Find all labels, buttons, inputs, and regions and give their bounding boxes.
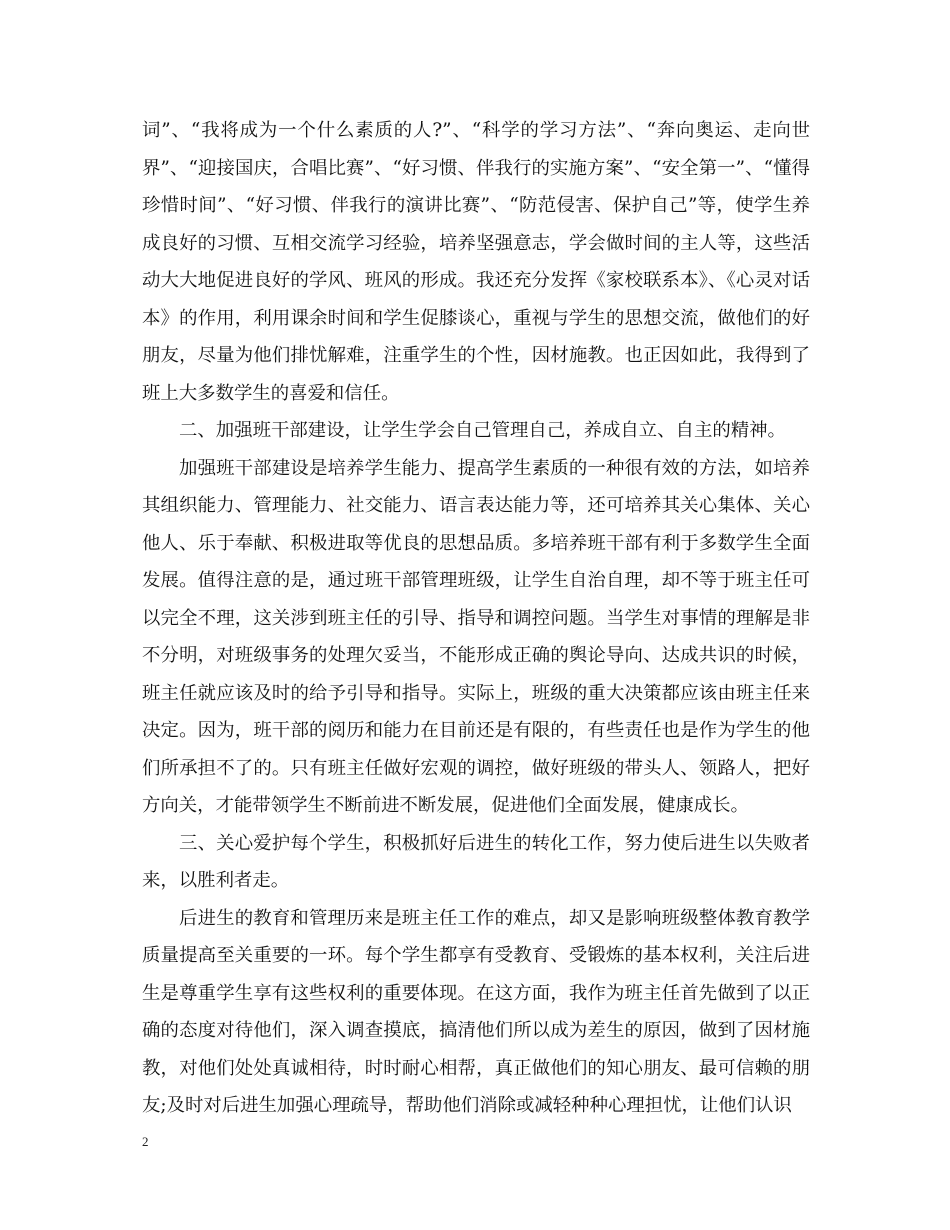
section-heading-3: 三、关心爱护每个学生，积极抓好后进生的转化工作，努力使后进生以失败者来，以胜利者走。 xyxy=(142,832,810,891)
paragraph: 加强班干部建设是培养学生能力、提高学生素质的一种很有效的方法，如培养其组织能力、管理能力、社交能力、语言表达能力等，还可培养其关心集体、关心他人、乐于奉献、积极进取等优良的思想品质。多培养班干部有利于多数学生全面发展。值得注意的是，通过班干部管理班级，让学生自治自理，却不等于班主任可以完全不理，这关涉到班主任的引导、指导和调控问题。当学生对事情的理解是非不分明，对班级事务的处理欠妥当，不能形成正确的舆论导向、达成共识的时候，班主任就应该及时的给予引导和指导。实际上，班级的重大决策都应该由班主任来决定。因为，班干部的阅历和能力在目前还是有限的，有些责任也是作为学生的他们所承担不了的。只有班主任做好宏观的调控，做好班级的带头人、领路人，把好方向关，才能带领学生不断前进不断发展，促进他们全面发展，健康成长。 xyxy=(142,457,810,816)
page-number: 2 xyxy=(142,1134,149,1149)
paragraph: 后进生的教育和管理历来是班主任工作的难点，却又是影响班级整体教育教学质量提高至关重要的一环。每个学生都享有受教育、受锻炼的基本权利，关注后进生是尊重学生享有这些权利的重要体现。在这方面，我作为班主任首先做到了以正确的态度对待他们，深入调查摸底，搞清他们所以成为差生的原因，做到了因材施教，对他们处处真诚相待，时时耐心相帮，真正做他们的知心朋友、最可信赖的朋友;及时对后进生加强心理疏导，帮助他们消除或减轻种种心理担忧，让他们认识 xyxy=(142,907,810,1116)
paragraph-continued: 词”、“我将成为一个什么素质的人?”、“科学的学习方法”、“奔向奥运、走向世界”、“迎接国庆，合唱比赛”、“好习惯、伴我行的实施方案”、“安全第一”、“懂得珍惜时间”、“好习惯、伴我行的演讲比赛”、“防范侵害、保护自己”等，使学生养成良好的习惯、互相交流学习经验，培养坚强意志，学会做时间的主人等，这些活动大大地促进良好的学风、班风的形成。我还充分发挥《家校联系本》、《心灵对话本》的作用，利用课余时间和学生促膝谈心，重视与学生的思想交流，做他们的好朋友，尽量为他们排忧解难，注重学生的个性，因材施教。也正因如此，我得到了班上大多数学生的喜爱和信任。 xyxy=(142,120,810,404)
document-body xyxy=(142,112,810,1125)
section-heading-2: 二、加强班干部建设，让学生学会自己管理自己，养成自立、自主的精神。 xyxy=(179,420,786,441)
